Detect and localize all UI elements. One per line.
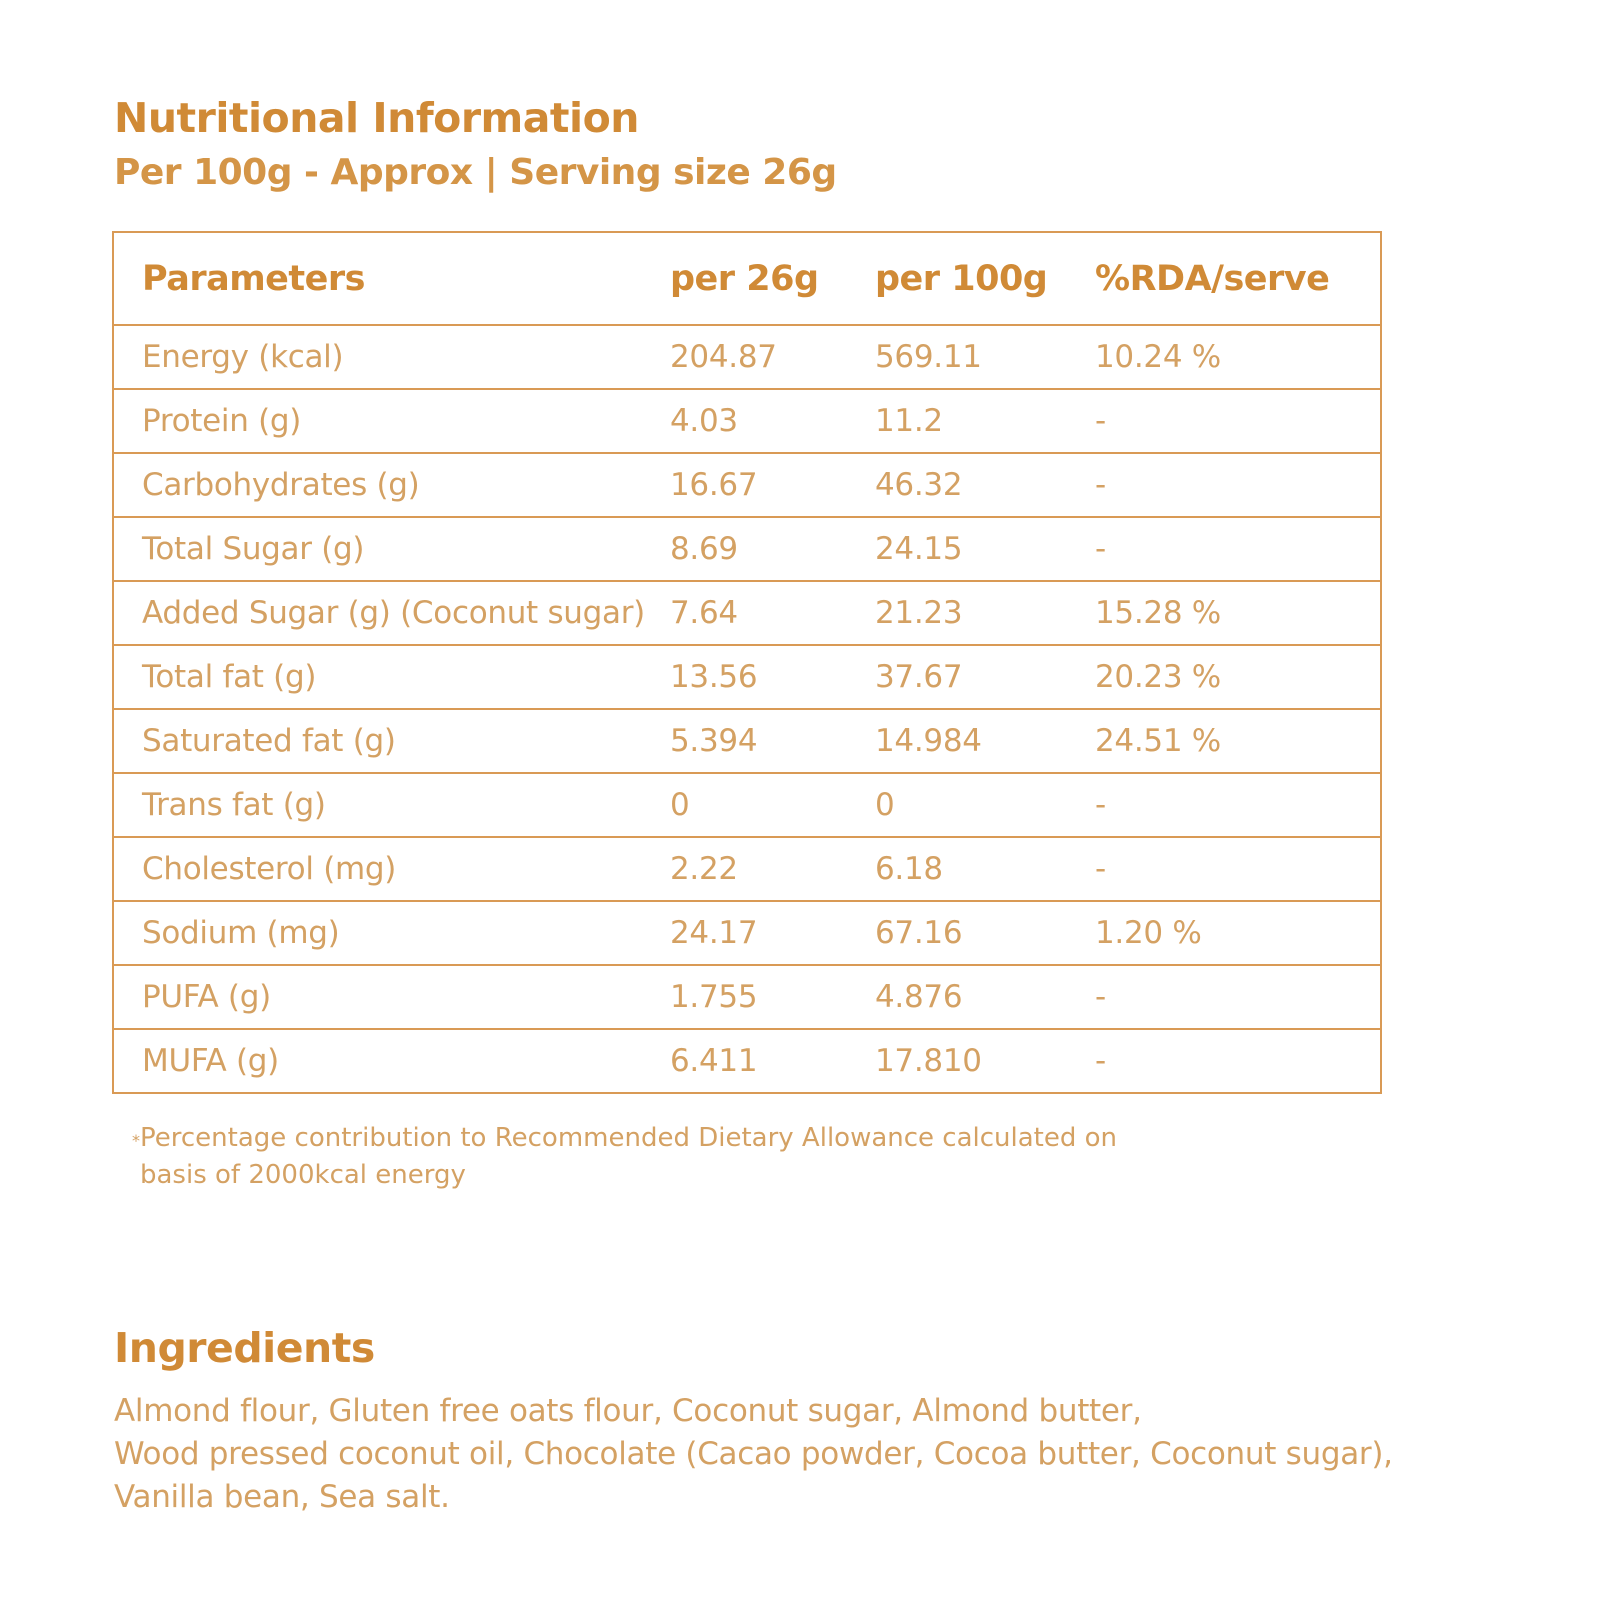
rda-cell: 15.28 % [1095, 581, 1381, 645]
per-100g-cell: 14.984 [875, 709, 1095, 773]
ingredients-title: Ingredients [114, 1324, 375, 1372]
table-row [113, 325, 1381, 389]
per-26g-cell: 6.411 [670, 1029, 875, 1093]
rda-cell: - [1095, 389, 1381, 453]
parameter-cell: PUFA (g) [113, 965, 670, 1029]
column-header-parameters: Parameters [113, 232, 670, 325]
rda-cell: 24.51 % [1095, 709, 1381, 773]
nutrition-title: Nutritional Information [114, 94, 639, 142]
table-row [113, 517, 1381, 581]
parameter-cell: Protein (g) [113, 389, 670, 453]
per-26g-cell: 8.69 [670, 517, 875, 581]
table-row [113, 389, 1381, 453]
rda-cell: - [1095, 517, 1381, 581]
parameter-cell: Total fat (g) [113, 645, 670, 709]
per-100g-cell: 0 [875, 773, 1095, 837]
rda-cell: - [1095, 453, 1381, 517]
rda-cell: - [1095, 1029, 1381, 1093]
parameter-cell: Cholesterol (mg) [113, 837, 670, 901]
per-100g-cell: 67.16 [875, 901, 1095, 965]
per-26g-cell: 5.394 [670, 709, 875, 773]
per-26g-cell: 7.64 [670, 581, 875, 645]
rda-footnote [132, 1120, 1117, 1194]
table-row [113, 773, 1381, 837]
rda-cell: - [1095, 837, 1381, 901]
nutrition-subtitle [114, 152, 837, 193]
per-100g-cell: 4.876 [875, 965, 1095, 1029]
column-header-per-100g: per 100g [875, 232, 1095, 325]
per-100g-cell: 17.810 [875, 1029, 1095, 1093]
per-26g-cell: 204.87 [670, 325, 875, 389]
per-26g-cell: 24.17 [670, 901, 875, 965]
parameter-cell: Carbohydrates (g) [113, 453, 670, 517]
table-row [113, 1029, 1381, 1093]
table-row [113, 645, 1381, 709]
per-100g-cell: 46.32 [875, 453, 1095, 517]
rda-cell: - [1095, 773, 1381, 837]
column-header-per-26g: per 26g [670, 232, 875, 325]
nutrition-table [112, 231, 1382, 1094]
table-row [113, 581, 1381, 645]
rda-cell: 20.23 % [1095, 645, 1381, 709]
table-row [113, 901, 1381, 965]
per-26g-cell: 0 [670, 773, 875, 837]
per-100g-cell: 24.15 [875, 517, 1095, 581]
footnote-asterisk: * [132, 1131, 140, 1150]
per-100g-cell: 11.2 [875, 389, 1095, 453]
column-header-rda: %RDA/serve [1095, 232, 1381, 325]
ingredients-line: Vanilla bean, Sea salt. [114, 1479, 450, 1515]
table-header-row [113, 232, 1381, 325]
table-row [113, 709, 1381, 773]
footnote-line-1 [132, 1120, 1117, 1157]
table-row [113, 837, 1381, 901]
rda-cell: - [1095, 965, 1381, 1029]
per-100g-label: Per 100g - Approx [114, 152, 473, 193]
per-100g-cell: 6.18 [875, 837, 1095, 901]
per-100g-cell: 569.11 [875, 325, 1095, 389]
ingredients-list [114, 1390, 1393, 1519]
parameter-cell: Energy (kcal) [113, 325, 670, 389]
per-26g-cell: 16.67 [670, 453, 875, 517]
table-row [113, 453, 1381, 517]
ingredients-line: Almond flour, Gluten free oats flour, Coconut sugar, Almond butter, [114, 1393, 1142, 1429]
per-100g-cell: 37.67 [875, 645, 1095, 709]
per-26g-cell: 13.56 [670, 645, 875, 709]
per-26g-cell: 1.755 [670, 965, 875, 1029]
footnote-text-1: Percentage contribution to Recommended Dietary Allowance calculated on [140, 1123, 1118, 1153]
subtitle-separator: | [484, 152, 498, 193]
rda-cell: 10.24 % [1095, 325, 1381, 389]
parameter-cell: Added Sugar (g) (Coconut sugar) [113, 581, 670, 645]
parameter-cell: Sodium (mg) [113, 901, 670, 965]
rda-cell: 1.20 % [1095, 901, 1381, 965]
parameter-cell: Total Sugar (g) [113, 517, 670, 581]
ingredients-line: Wood pressed coconut oil, Chocolate (Cacao powder, Cocoa butter, Coconut sugar), [114, 1436, 1393, 1472]
footnote-line-2: basis of 2000kcal energy [140, 1160, 466, 1190]
parameter-cell: Trans fat (g) [113, 773, 670, 837]
parameter-cell: MUFA (g) [113, 1029, 670, 1093]
parameter-cell: Saturated fat (g) [113, 709, 670, 773]
per-26g-cell: 4.03 [670, 389, 875, 453]
table-row [113, 965, 1381, 1029]
serving-size-label: Serving size 26g [509, 152, 837, 193]
per-100g-cell: 21.23 [875, 581, 1095, 645]
per-26g-cell: 2.22 [670, 837, 875, 901]
